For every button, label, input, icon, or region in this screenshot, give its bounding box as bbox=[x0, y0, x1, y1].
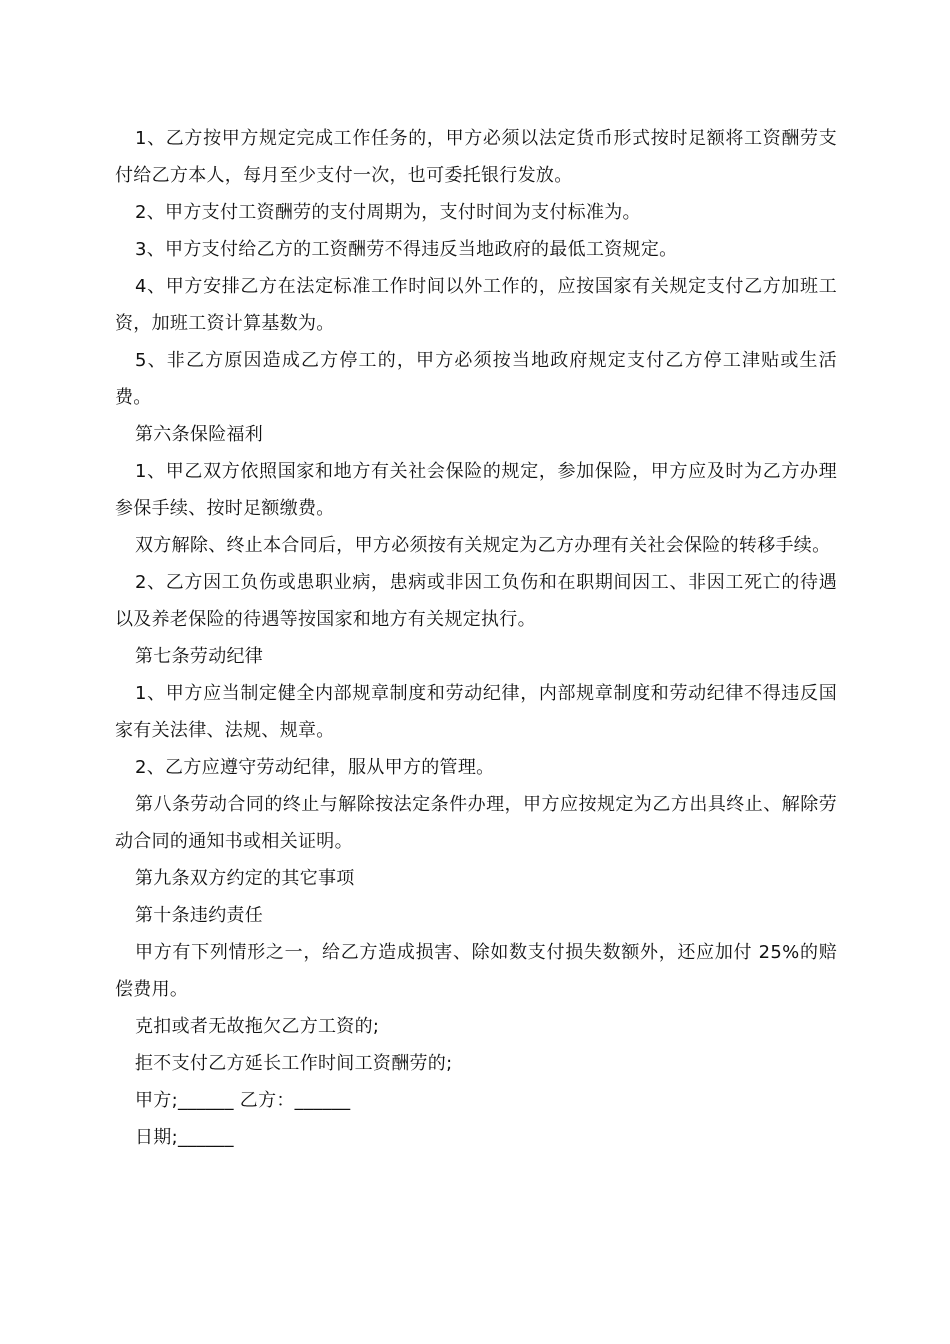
signature-line-parties: 甲方;______ 乙方：______ bbox=[135, 1090, 351, 1111]
paragraph-wage-deduction: 克扣或者无故拖欠乙方工资的; bbox=[135, 1016, 380, 1037]
paragraph-obey-discipline: 2、乙方应遵守劳动纪律，服从甲方的管理。 bbox=[135, 757, 495, 778]
paragraph-pay-cycle: 2、甲方支付工资酬劳的支付周期为，支付时间为支付标准为。 bbox=[135, 202, 641, 223]
document-body bbox=[115, 120, 837, 1156]
paragraph-minimum-wage: 3、甲方支付给乙方的工资酬劳不得违反当地政府的最低工资规定。 bbox=[135, 239, 678, 260]
section-termination: 第八条劳动合同的终止与解除按法定条件办理，甲方应按规定为乙方出具终止、解除劳动合同的通知书或相关证明。 bbox=[115, 794, 837, 852]
paragraph-work-injury: 2、乙方因工负伤或患职业病，患病或非因工负伤和在职期间因工、非因工死亡的待遇以及养老保险的待遇等按国家和地方有关规定执行。 bbox=[115, 572, 837, 630]
paragraph-insurance-transfer: 双方解除、终止本合同后，甲方必须按有关规定为乙方办理有关社会保险的转移手续。 bbox=[135, 535, 831, 556]
paragraph-wage-payment: 1、乙方按甲方规定完成工作任务的，甲方必须以法定货币形式按时足额将工资酬劳支付给乙方本人，每月至少支付一次，也可委托银行发放。 bbox=[115, 128, 837, 186]
section-heading-other-matters: 第九条双方约定的其它事项 bbox=[135, 868, 355, 889]
section-heading-discipline: 第七条劳动纪律 bbox=[135, 646, 264, 667]
section-heading-liability: 第十条违约责任 bbox=[135, 905, 264, 926]
paragraph-work-stoppage: 5、非乙方原因造成乙方停工的，甲方必须按当地政府规定支付乙方停工津贴或生活费。 bbox=[115, 350, 837, 408]
paragraph-rules: 1、甲方应当制定健全内部规章制度和劳动纪律，内部规章制度和劳动纪律不得违反国家有关法律、法规、规章。 bbox=[115, 683, 837, 741]
signature-line-date: 日期;______ bbox=[135, 1127, 234, 1148]
paragraph-overtime: 4、甲方安排乙方在法定标准工作时间以外工作的，应按国家有关规定支付乙方加班工资，加班工资计算基数为。 bbox=[115, 276, 837, 334]
paragraph-overtime-refusal: 拒不支付乙方延长工作时间工资酬劳的; bbox=[135, 1053, 453, 1074]
paragraph-social-insurance: 1、甲乙双方依照国家和地方有关社会保险的规定，参加保险，甲方应及时为乙方办理参保手续、按时足额缴费。 bbox=[115, 461, 837, 519]
paragraph-compensation: 甲方有下列情形之一，给乙方造成损害、除如数支付损失数额外，还应加付 25%的赔偿费用。 bbox=[115, 942, 837, 1000]
section-heading-insurance: 第六条保险福利 bbox=[135, 424, 264, 445]
